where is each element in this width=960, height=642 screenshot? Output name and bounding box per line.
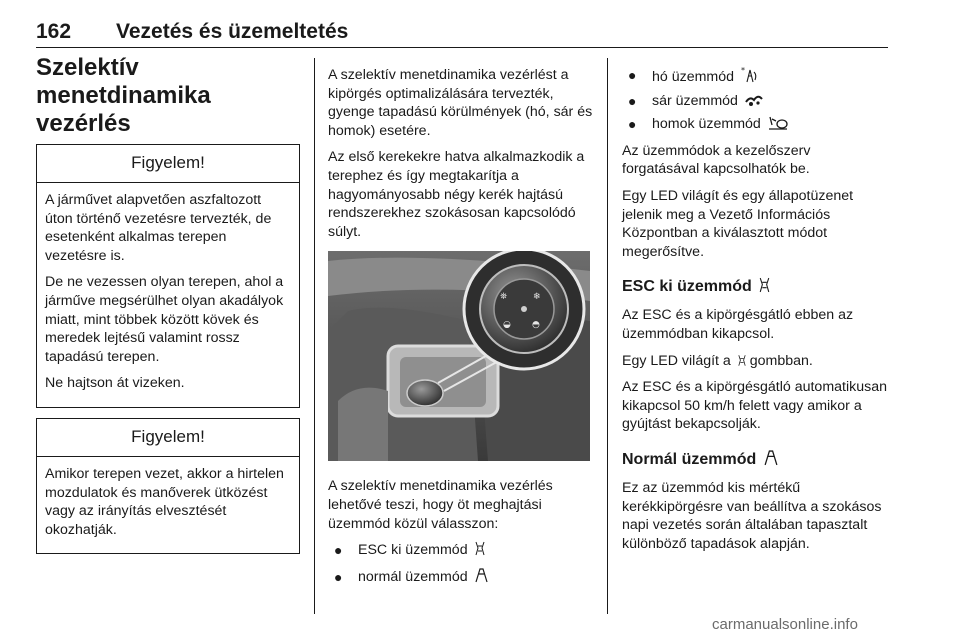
warning-text: A járművet alapvetően aszfaltozott úton történő vezetésre tervezték, de esetenként alkalmas terepen vezetésre is. (45, 192, 272, 264)
column-middle (328, 66, 596, 594)
watermark: carmanualsonline.info (712, 616, 858, 633)
svg-text:⛯: ⛯ (500, 292, 508, 303)
svg-text:◓: ◓ (532, 320, 540, 331)
warning-heading: Figyelem! (37, 145, 299, 183)
page-number: 162 (36, 20, 72, 43)
mode-list (328, 541, 596, 586)
esc-off-icon (759, 277, 770, 293)
svg-text:◒: ◒ (503, 320, 511, 331)
body-paragraph: Az ESC és a kipörgésgátló ebben az üzemmódban kikapcsol. (622, 307, 854, 342)
body-paragraph: A szelektív menetdinamika vezérlés lehetővé teszi, hogy öt meghajtási üzemmód közül válasszon: (328, 478, 553, 532)
body-paragraph: Ez az üzemmód kis mértékű kerékkipörgésre van beállítva a szokásos napi vezetés során általában tapasztalt különböző tapadások alapján. (622, 479, 882, 552)
mud-mode-icon (745, 92, 763, 107)
column-divider (607, 58, 608, 614)
drive-mode-selector-photo (328, 251, 590, 461)
warning-text: Amikor terepen vezet, akkor a hirtelen mozdulatok és manőverek ütközést vagy az irányítás elvesztését okozhatják. (45, 465, 284, 538)
body-paragraph: A szelektív menetdinamika vezérlést a kipörgés optimalizálására tervezték, gyenge tapadású körülmények (hó, sár és homok) esetére. (328, 67, 593, 139)
snow-mode-icon (741, 66, 759, 83)
svg-text:❄: ❄ (533, 292, 541, 303)
body-paragraph: Egy LED világít és egy állapotüzenet jelenik meg a Vezető Információs Központban a kiválasztott módot megerősítve. (622, 187, 854, 260)
section-title: Szelektív menetdinamika vezérlés (36, 54, 211, 137)
column-right (622, 66, 890, 561)
column-divider (314, 58, 315, 614)
normal-mode-icon (475, 568, 488, 583)
warning-text: De ne vezessen olyan terepen, ahol a járműve megsérülhet olyan akadályok miatt, mint többek között kövek és meredek lejtésű valamint rossz tapadású terepen. (45, 274, 284, 365)
subheading: Normál üzemmód (622, 450, 890, 469)
body-paragraph: Egy LED világít a gombban. (622, 352, 813, 369)
body-paragraph: Az üzemmódok a kezelőszerv forgatásával kapcsolhatók be. (622, 142, 811, 178)
warning-heading: Figyelem! (37, 419, 299, 457)
column-left (36, 54, 300, 564)
esc-off-icon (475, 541, 485, 556)
warning-box (36, 144, 300, 408)
esc-off-icon (738, 354, 746, 367)
list-item: ● hó üzemmód * (622, 66, 890, 87)
body-paragraph: Az első kerekekre hatva alkalmazkodik a terephez és így megtakarítja a hagyományosabb négy kerék hajtású rendszerekhez szokásosan kapcsolódó súlyt. (328, 149, 585, 240)
mode-list (622, 66, 890, 134)
list-item: ● homok üzemmód (622, 115, 890, 134)
chapter-title: Vezetés és üzemeltetés (116, 20, 349, 43)
svg-text:*: * (740, 66, 745, 75)
page-header (36, 18, 888, 48)
subheading: ESC ki üzemmód (622, 277, 890, 296)
warning-text: Ne hajtson át vizeken. (45, 375, 185, 392)
list-item: ● ESC ki üzemmód (328, 541, 596, 560)
list-item: ● normál üzemmód (328, 568, 596, 587)
normal-mode-icon (764, 450, 778, 466)
warning-box (36, 418, 300, 554)
sand-mode-icon (768, 115, 788, 130)
list-item: ● sár üzemmód (622, 92, 890, 111)
body-paragraph: Az ESC és a kipörgésgátló automatikusan kikapcsol 50 km/h felett vagy amikor a gyújtást bekapcsolják. (622, 379, 887, 433)
